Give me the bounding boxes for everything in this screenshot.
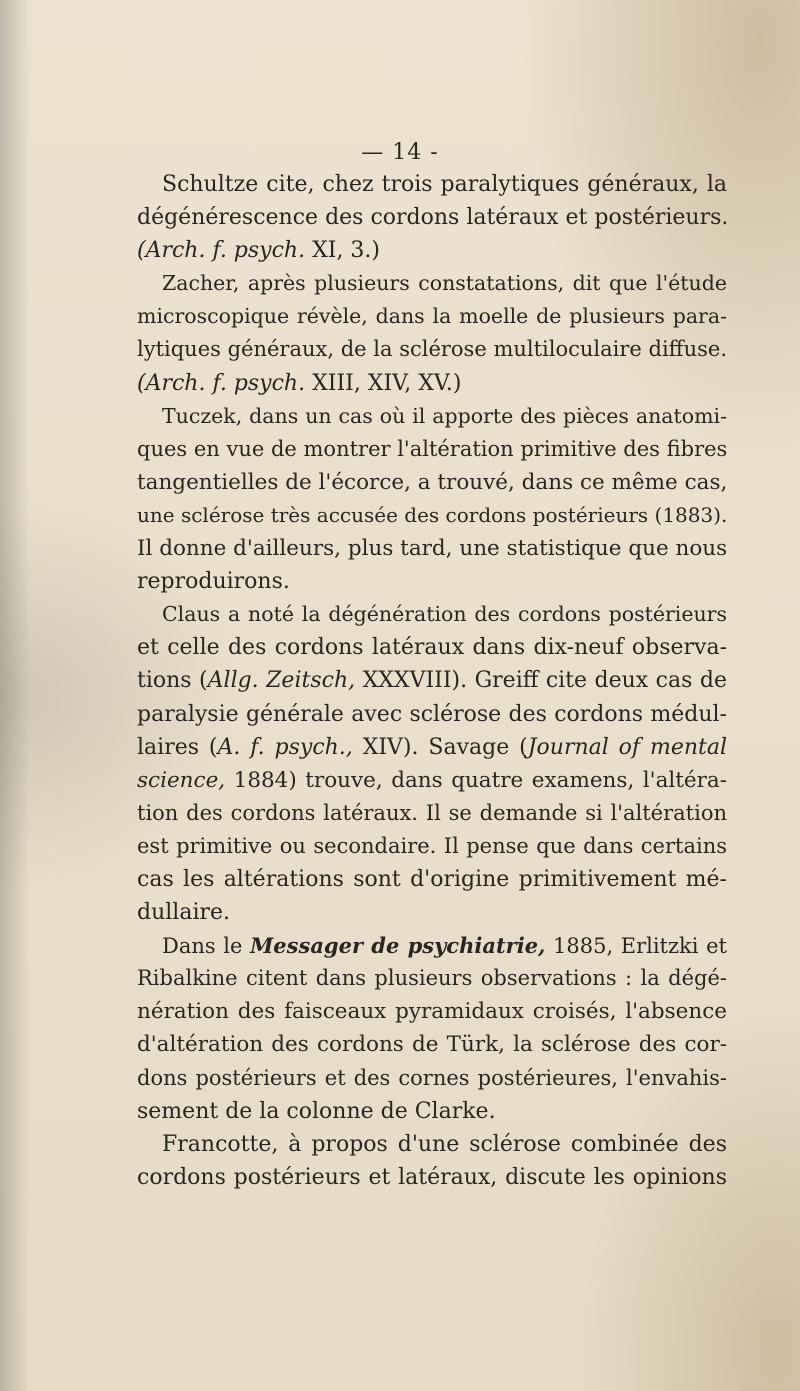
text-segment: tangentielles de l'écorce, a trouvé, dans ce même cas, (137, 469, 728, 495)
text-line (137, 1095, 727, 1128)
page-edge-shadow (0, 0, 30, 1391)
text-segment: Ribalkine citent dans plusieurs observations : la dégé- (137, 966, 727, 991)
text-segment: d'altération des cordons de Türk, la sclérose des cor- (137, 1032, 727, 1058)
text-segment: cordons postérieurs et latéraux, discute les opinions (137, 1164, 727, 1190)
text-segment: tion des cordons latéraux. Il se demande si l'altération (137, 800, 727, 825)
text-line (137, 300, 727, 333)
emphasis-text: (Arch. f. psych. (137, 238, 306, 264)
text-line (137, 1128, 727, 1161)
text-line (137, 333, 727, 366)
text-segment: une sclérose très accusée des cordons postérieurs (1883). (137, 502, 728, 527)
text-segment: nération des faisceaux pyramidaux croisés, l'absence (137, 999, 727, 1025)
text-segment: dégénérescence des cordons latéraux et postérieurs. (137, 205, 729, 231)
text-segment: tions ( (137, 668, 208, 694)
text-segment: et celle des cordons latéraux dans dix-neuf observa- (137, 635, 727, 661)
text-line (137, 598, 727, 631)
text-segment: ques en vue de montrer l'altération primitive des fibres (137, 436, 728, 461)
text-segment: 1885, Erlitzki et (545, 934, 727, 959)
text-segment: laires ( (137, 734, 218, 760)
text-line (137, 433, 727, 466)
text-segment: 1884) trouve, dans quatre examens, l'altéra- (225, 767, 727, 793)
text-line (137, 1062, 727, 1095)
emphasis-text: science, (137, 767, 226, 793)
text-segment: Claus a noté la dégénération des cordons postérieurs (162, 602, 727, 627)
emphasis-text: Allg. Zeitsch, (207, 668, 356, 694)
text-line (137, 201, 727, 234)
text-line (137, 234, 727, 267)
text-segment: paralysie générale avec sclérose des cordons médul- (137, 701, 727, 727)
text-segment: Dans le (162, 934, 251, 959)
text-segment: sement de la colonne de Clarke. (137, 1098, 496, 1124)
text-line (137, 929, 727, 962)
emphasis-text: Journal of mental (527, 734, 728, 760)
text-segment: Francotte, à propos d'une sclérose combinée des (162, 1131, 727, 1157)
text-segment: Il donne d'ailleurs, plus tard, une statistique que nous (137, 536, 728, 562)
text-segment: dons postérieurs et des cornes postérieures, l'envahis- (137, 1065, 727, 1090)
emphasis-text: Messager de psychiatrie, (250, 933, 546, 959)
text-line (137, 367, 727, 400)
text-line (137, 631, 727, 664)
text-line (137, 797, 727, 830)
text-line (137, 267, 727, 300)
text-line (137, 830, 727, 863)
text-segment: dullaire. (137, 900, 231, 926)
text-line (137, 565, 727, 598)
text-segment: XIV). Savage ( (352, 734, 528, 760)
text-line (137, 863, 727, 896)
emphasis-text: (Arch. f. psych. (137, 370, 306, 396)
text-line (137, 731, 727, 764)
text-segment: cas les altérations sont d'origine primitivement mé- (137, 866, 727, 892)
text-line (137, 168, 727, 201)
text-segment: microscopique révèle, dans la moelle de plusieurs para- (137, 304, 727, 329)
text-line (137, 532, 727, 565)
text-segment: reproduirons. (137, 569, 290, 595)
text-line (137, 664, 727, 697)
text-line (137, 400, 727, 433)
text-segment: XXXVIII). Greiff cite deux cas de (355, 668, 727, 694)
text-line (137, 995, 727, 1028)
text-segment: XIII, XIV, XV.) (305, 370, 462, 396)
text-segment: est primitive ou secondaire. Il pense que dans certains (137, 833, 727, 858)
text-line (137, 466, 727, 499)
body-text (137, 168, 727, 1194)
text-line (137, 1161, 727, 1194)
text-line (137, 764, 727, 797)
text-line (137, 896, 727, 929)
text-segment: Tuczek, dans un cas où il apporte des pièces anatomi- (162, 403, 727, 428)
text-line (137, 962, 727, 995)
text-segment: lytiques généraux, de la sclérose multiloculaire diffuse. (137, 337, 727, 362)
text-segment: Schultze cite, chez trois paralytiques généraux, la (162, 172, 727, 197)
text-line (137, 499, 727, 532)
page-number: — 14 - (361, 140, 439, 165)
text-line (137, 698, 727, 731)
text-line (137, 1028, 727, 1061)
emphasis-text: A. f. psych., (217, 734, 353, 760)
text-segment: XI, 3.) (305, 238, 380, 264)
text-segment: Zacher, après plusieurs constatations, dit que l'étude (162, 271, 727, 296)
